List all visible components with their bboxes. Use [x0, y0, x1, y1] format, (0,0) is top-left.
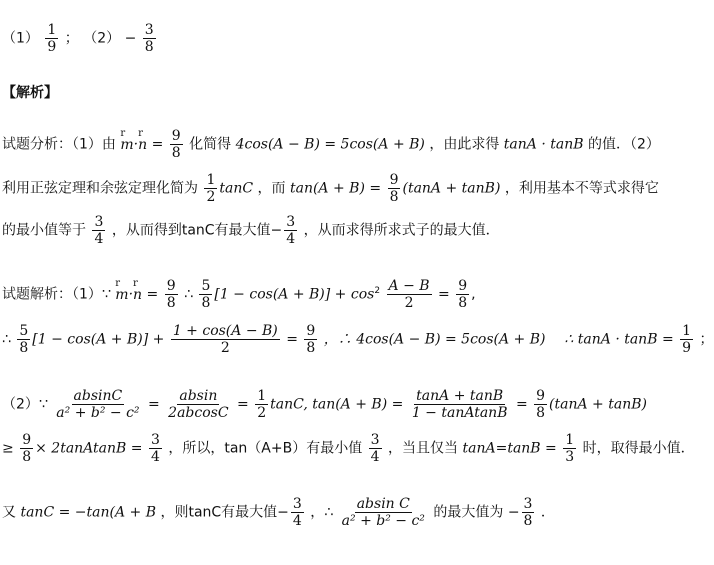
- vector-arrow-icon: r: [138, 127, 143, 139]
- fraction: $\frac{3}{4}$: [94, 214, 104, 247]
- vector-arrow-icon: r: [115, 277, 121, 289]
- solution-line-1: 试题解析：（1）∵ r m· r n = $\frac{9}{8}$ ∴ $\frac{5}{8}$ $[1 - \cos(A + B)] + \cos^2$ $\frac{A - B}{2}$ = $\frac{9}{8}$ ,: [2, 277, 476, 311]
- fraction: $\frac{1}{9}$: [682, 323, 692, 356]
- solution-line-4: ≥ $\frac{9}{8}$ × 2tanAtanB = $\frac{3}{4}$ ，所以，tan（A+B）有最小值 $\frac{3}{4}$ ，当且仅当 tanA=tanB = $\frac{1}{3}$ 时，取得最小值．: [2, 432, 695, 465]
- vector-arrow-icon: r: [120, 127, 126, 139]
- answer2-fraction: $\frac{3}{8}$: [144, 22, 154, 55]
- fraction: $\frac{9}{8}$: [458, 278, 468, 311]
- answer2-sign: −: [124, 30, 137, 47]
- section-header: 【解析】: [2, 85, 58, 101]
- fraction: $\frac{3}{4}$: [370, 432, 380, 465]
- fraction: $\frac{5}{8}$: [201, 278, 211, 311]
- fraction: $\frac{3}{8}$: [523, 496, 533, 529]
- fraction: $\frac{\tan A + \tan B}{\text{1 − tanAtanB}}$: [411, 388, 508, 421]
- analysis-line-1: 试题分析：（1）由 r m· r n = $\frac{9}{8}$ 化简得 4cos(A − B) = 5cos(A + B) ，由此求得 tanA · tanB 的值．（2）: [2, 127, 660, 161]
- solution-line-2: ∴ $\frac{5}{8}$ [1 − cos(A + B)] + $\frac{1 + \cos(A - B)}{2}$ = $\frac{9}{8}$ ，∴ 4cos(A − B) = 5cos(A + B) ∴ tanA · tanB = $\frac{1}{9}$ ；: [2, 323, 714, 356]
- vector-m: r m: [115, 277, 129, 303]
- fraction: $\frac{1}{2}$: [206, 172, 216, 205]
- part2-label: （2）: [83, 30, 121, 47]
- answer1-fraction: $\frac{1}{9}$: [47, 22, 57, 55]
- fraction: $\frac{3}{4}$: [286, 214, 296, 247]
- vector-arrow-icon: r: [133, 277, 138, 289]
- fraction: $\frac{9}{8}$: [166, 278, 176, 311]
- fraction: $\frac{absin}{2abcosC}$: [168, 388, 229, 421]
- fraction: $\frac{3}{4}$: [292, 496, 302, 529]
- fraction: $\frac{9}{8}$: [22, 432, 32, 465]
- answer-line: [2, 22, 158, 55]
- fraction: $\frac{9}{8}$: [306, 323, 316, 356]
- fraction: $\frac{A - B}{2}$: [388, 278, 430, 311]
- answer-separator: ；: [64, 30, 79, 47]
- fraction: $\frac{3}{4}$: [150, 432, 160, 465]
- vector-m: r m: [120, 127, 134, 153]
- fraction: $\frac{5}{8}$: [19, 323, 29, 356]
- math-expression: 4cos(A − B) = 5cos(A + B): [235, 136, 425, 153]
- solution-line-3: （2）∵ $\frac{absinC}{\text{a² + b² − c²}}$ = $\frac{absin}{2abcosC}$ = $\frac{1}{2}$ tanC, tan(A + B) = $\frac{\tan A + \tan B}{\text{1 − tanAtanB}}$ = $\frac{9}{8}$ (tanA + tanB): [2, 388, 647, 421]
- analysis-line-2: 利用正弦定理和余弦定理化简为 $\frac{1}{2}$ tanC ，而 tan(A + B) = $\frac{9}{8}$ (tanA + tanB) ，利用基本不等式求得它: [2, 172, 659, 205]
- part1-label: （1）: [2, 30, 39, 47]
- fraction: $\frac{1 + \cos(A - B)}{2}$: [172, 323, 278, 356]
- vector-n: r n: [133, 277, 143, 303]
- fraction: $\frac{9}{8}$: [389, 172, 399, 205]
- fraction: $\frac{absinC}{\text{a² + b² − c²}}$: [56, 388, 140, 421]
- vector-n: r n: [138, 127, 148, 153]
- analysis-line-3: 的最小值等于 $\frac{3}{4}$ ，从而得到tanC有最大值− $\frac{3}{4}$ ，从而求得所求式子的最大值．: [2, 214, 500, 247]
- fraction: $\frac{9}{8}$: [171, 128, 181, 161]
- fraction: $\frac{1}{3}$: [565, 432, 575, 465]
- math-expression: tanA · tanB: [503, 136, 584, 153]
- solution-line-5: 又 tanC = −tan(A + B ，则tanC有最大值− $\frac{3}{4}$ ，∴ $\frac{\text{absin C}}{\text{a² + b² − c²}}$ 的最大值为 − $\frac{3}{8}$ ．: [2, 496, 555, 529]
- fraction: $\frac{9}{8}$: [536, 388, 546, 421]
- fraction: $\frac{1}{2}$: [257, 388, 267, 421]
- fraction: $\frac{\text{absin C}}{\text{a² + b² − c²}}$: [341, 496, 425, 529]
